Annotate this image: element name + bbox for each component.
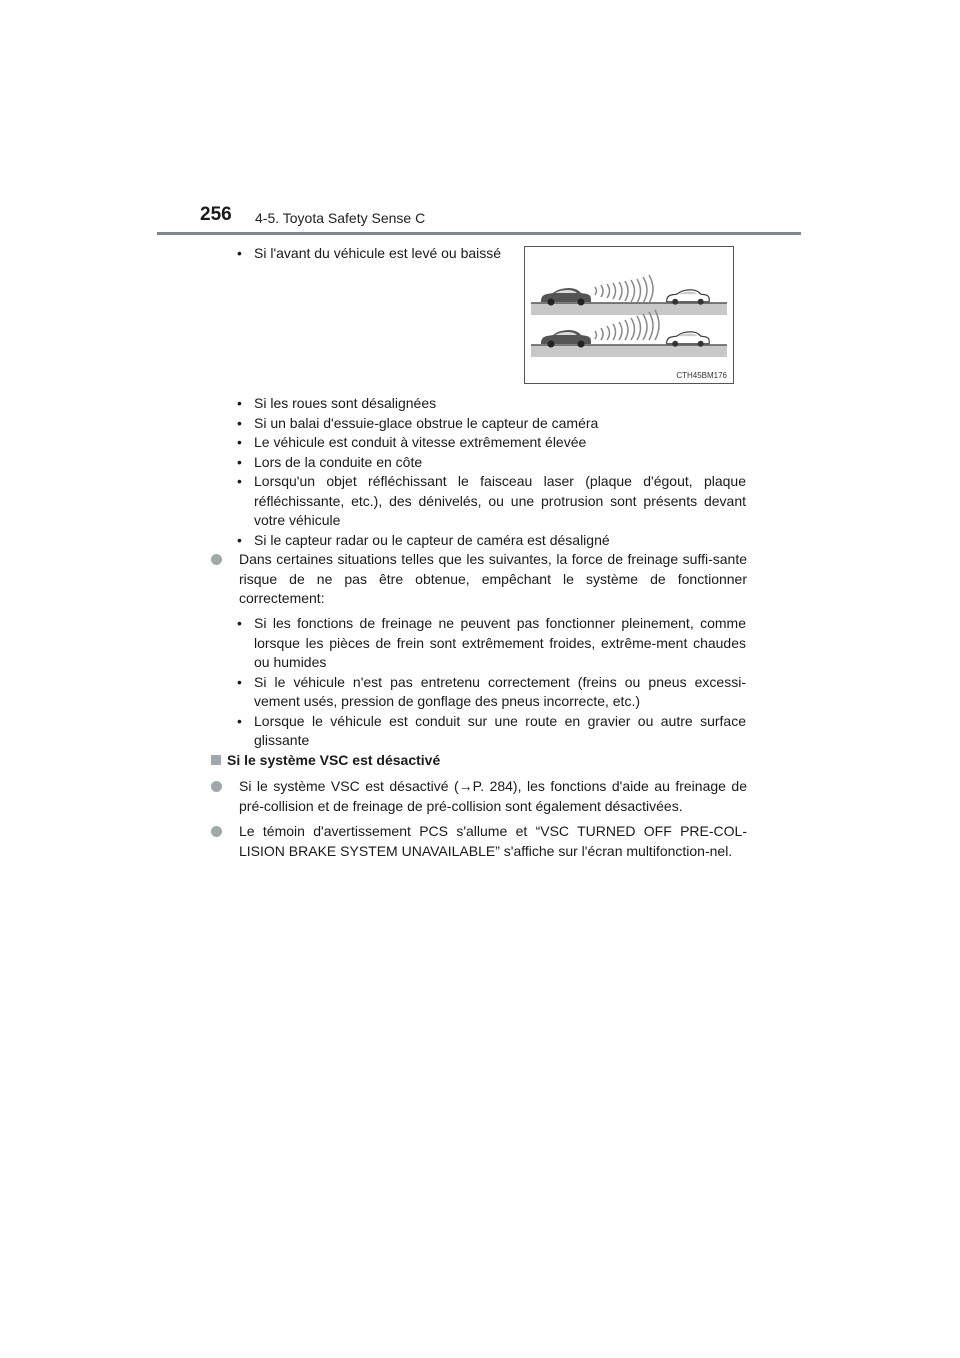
paragraph: Le témoin d'avertissement PCS s'allume et “VSC TURNED OFF PRE-COL-LISION BRAKE SYSTEM UNAVAILABLE” s'affiche sur l'écran multifonction-nel. [239,823,747,859]
page-number: 256 [200,204,232,225]
section-title: 4-5. Toyota Safety Sense C [255,210,426,226]
illustration-figure [524,246,734,384]
figure-code: CTH45BM176 [676,371,727,380]
main-bullet-vsc-1 [211,777,747,816]
list-item-text: Si le capteur radar ou le capteur de caméra est désaligné [254,531,610,548]
circle-bullet-icon [211,554,222,565]
list-item-text: Lorsqu'un objet réfléchissant le faisceau laser (plaque d'égout, plaque réfléchissante, etc.), des dénivelés, ou une protrusion sont présents devant votre véhicule [254,473,746,528]
main-bullet-braking [211,550,747,609]
bullet-dot: • [237,434,242,450]
list-item [228,394,746,414]
bullet-dot: • [237,395,242,411]
paragraph: Dans certaines situations telles que les suivantes, la force de freinage suffi-sante risque de ne pas être obtenue, empêchant le système de fonctionner correctement: [239,551,747,606]
list-item-text: Le véhicule est conduit à vitesse extrêmement élevée [254,434,587,450]
circle-bullet-icon [211,826,222,837]
main-bullet-vsc-2 [211,822,747,861]
list-item [228,414,746,434]
list-item [228,244,510,264]
list-item-text: Si le véhicule n'est pas entretenu correctement (freins ou pneus excessi-vement usés, pression de gonflage des pneus incorrecte, etc.) [254,673,746,709]
square-bullet-icon [211,755,221,765]
bullet-dot: • [237,673,242,690]
heading-text: Si le système VSC est désactivé [227,752,441,768]
list-item [228,614,746,673]
bullet-dot: • [237,615,242,631]
list-item-text: Si un balai d'essuie-glace obstrue le capteur de caméra [254,414,599,431]
bullet-dot: • [237,712,242,729]
list-item [228,531,746,551]
section-heading [211,752,440,768]
conditions-list [228,394,746,550]
braking-conditions-list [228,614,746,751]
bullet-dot: • [237,531,242,548]
list-item-text: Si l'avant du véhicule est levé ou baissé [254,245,502,261]
list-item-text: Si les fonctions de freinage ne peuvent pas fonctionner pleinement, comme lorsque les pièces de frein sont extrêmement froides, extrême-ment chaudes ou humides [254,615,746,670]
bullet-dot: • [237,414,242,431]
list-item [228,433,746,453]
list-item-text: Lorsque le véhicule est conduit sur une route en gravier ou autre surface glissante [254,712,746,748]
bullet-dot: • [237,473,242,489]
bullet-dot: • [237,453,242,470]
paragraph: Si le système VSC est désactivé (→P. 284), les fonctions d'aide au freinage de pré-collision et de freinage de pré-collision sont également désactivées. [239,778,747,814]
list-item [228,673,746,712]
list-item [228,453,746,473]
list-item-text: Si les roues sont désalignées [254,395,437,411]
bullet-dot: • [237,245,242,261]
header-rule [157,232,801,235]
car-radar-illustration [525,247,733,383]
list-item-text: Lors de la conduite en côte [254,453,423,470]
list-item [228,472,746,531]
list-item [228,712,746,751]
circle-bullet-icon [211,781,222,792]
